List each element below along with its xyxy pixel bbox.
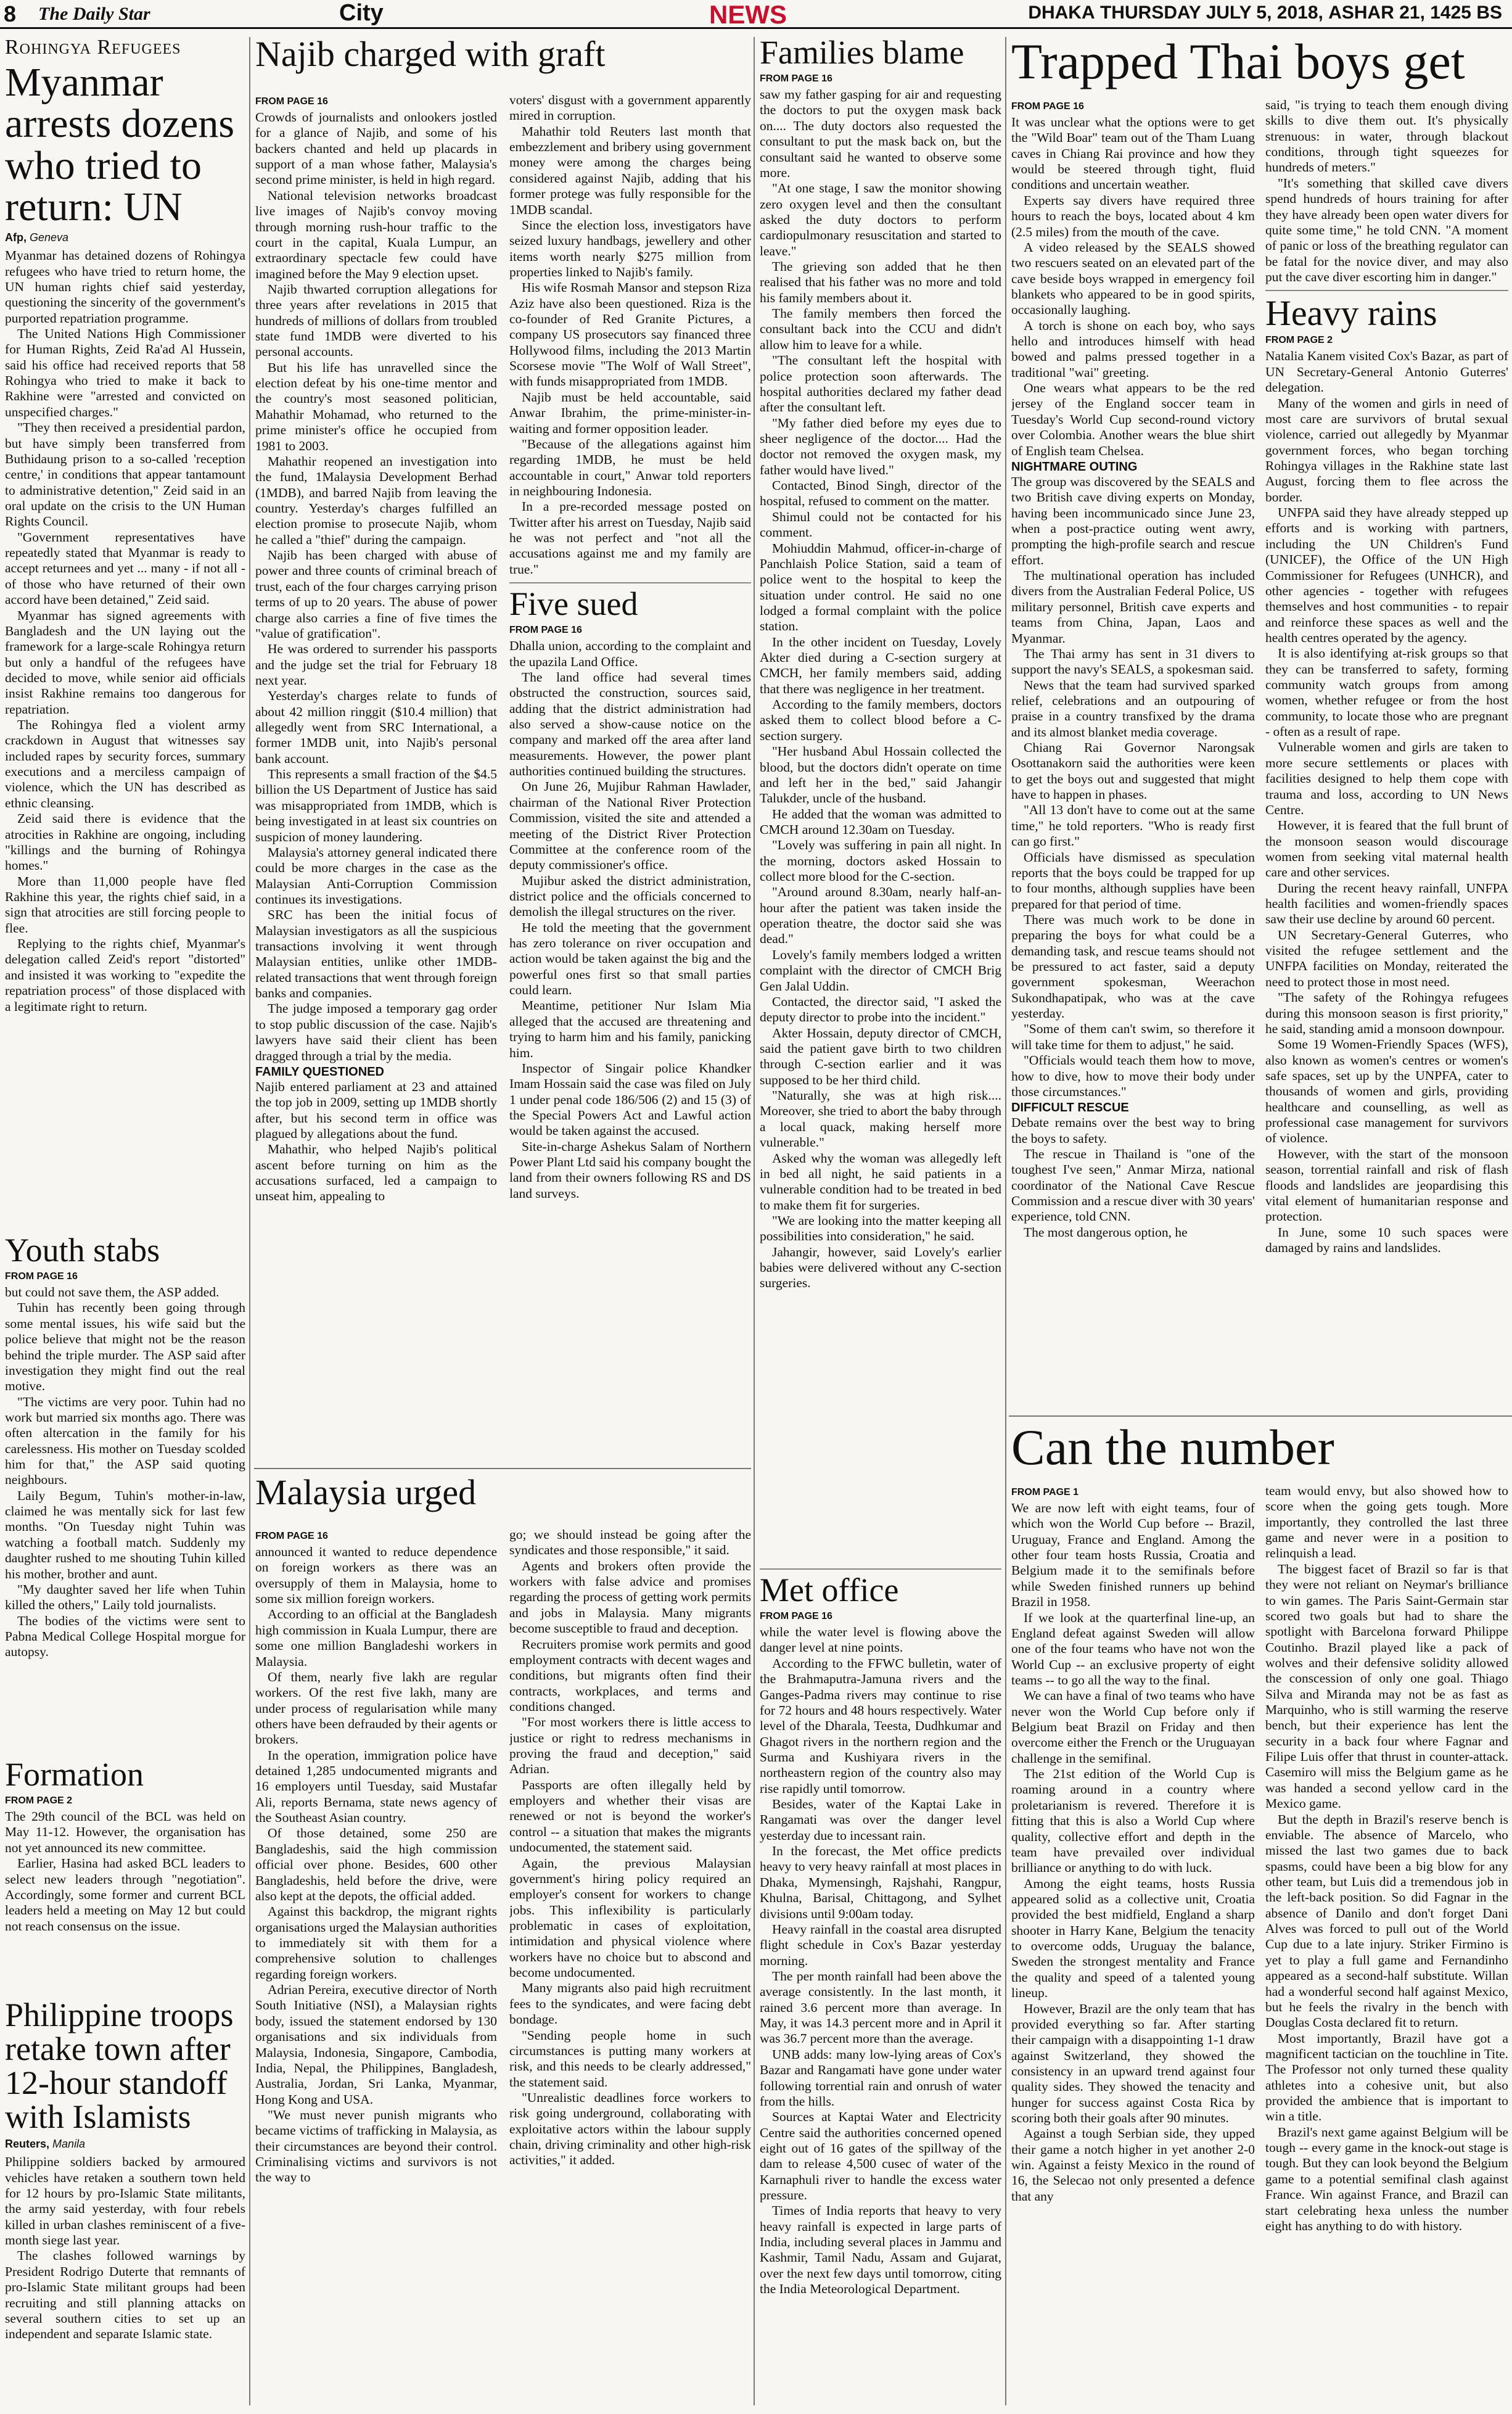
canthe-column-2 bbox=[1265, 1483, 1508, 2405]
metoffice-article bbox=[760, 1563, 1001, 2408]
article-paragraph: "My father died before my eyes due to sheer negligence of the doctor.... Had the doctor not removed the oxygen mask, my father would have lived." bbox=[760, 415, 1001, 477]
article-paragraph: However, with the start of the monsoon season, torrential rainfall and risk of flash floods and landslides are jeopardising this vital element of humanitarian response and protection. bbox=[1265, 1146, 1508, 1224]
article-paragraph: Against a tough Serbian side, they upped their game a notch higher in yet another 2-0 win. Against a feisty Mexico in the round of 16, the Selecao not only presented a defence that any bbox=[1011, 2126, 1255, 2204]
article-paragraph: During the recent heavy rainfall, UNFPA health facilities and women-friendly spaces saw their use decline by around 60 percent. bbox=[1265, 880, 1508, 927]
article-byline: Afp, Geneva bbox=[5, 231, 69, 244]
article-paragraph: In a pre-recorded message posted on Twitter after his arrest on Tuesday, Najib said he was not perfect and "not all the accusations against me and my family are true." bbox=[509, 499, 751, 577]
rohingya-article bbox=[5, 36, 245, 1269]
article-paragraph: It was unclear what the options were to get the "Wild Boar" team out of the Tham Luang caves in Chiang Rai province and how they would be steered through tight, fluid conditions and uncertain weather. bbox=[1011, 115, 1255, 192]
thai-column-1 bbox=[1011, 97, 1255, 1408]
article-paragraph: This represents a small fraction of the $4.5 billion the US Department of Justice has said was misappropriated from 1MDB, which is being investigated in at least six countries on suspicion of money laundering. bbox=[255, 767, 497, 844]
thai-column-2 bbox=[1265, 97, 1508, 1408]
article-paragraph: Akter Hossain, deputy director of CMCH, said the patient gave birth to two children through C-section earlier and it was supposed to be her third child. bbox=[760, 1025, 1001, 1087]
malaysia-column-1 bbox=[255, 1527, 497, 2406]
article-paragraph: Experts say divers have required three hours to reach the boys, located about 4 km (2.5 miles) from the mouth of the cave. bbox=[1011, 192, 1255, 239]
article-paragraph: Agents and brokers often provide the workers with false advice and promises regarding the process of getting work permits and jobs in Malaysia. Many migrants become susceptible to fraud and deception. bbox=[509, 1558, 751, 1636]
article-paragraph: The judge imposed a temporary gag order to stop public discussion of the case. Najib's lawyers have said their client has been dragged through a trial by the media. bbox=[255, 1001, 497, 1063]
continued-from: FROM PAGE 2 bbox=[5, 1795, 73, 1806]
article-paragraph: On June 26, Mujibur Rahman Hawlader, chairman of the National River Protection Commission, visited the site and attended a meeting of the District River Protection Committee at the conference room of the deputy commissioner's office. bbox=[509, 779, 751, 873]
article-paragraph: But his life has unravelled since the election defeat by his one-time mentor and the country's most seasoned politician, Mahathir Mohamad, who returned to the prime minister's office he occupied from 1981 to 2003. bbox=[255, 360, 497, 453]
article-paragraph: "Lovely was suffering in pain all night. In the morning, doctors asked Hossain to collect more blood for the C-section. bbox=[760, 838, 1001, 884]
article-paragraph: The land office had several times obstructed the construction, sources said, adding that the district administration had also served a show-cause notice on the company and marked off the area after land measurements. However, the power plant authorities continued building the structures. bbox=[509, 669, 751, 779]
article-paragraph: We can have a final of two teams who have never won the World Cup before only if Belgium beat Brazil on Friday and then overcome either the French or the Uruguayan challenge in the semifinal. bbox=[1011, 1688, 1255, 1766]
article-paragraph: while the water level is flowing above the danger level at nine points. bbox=[760, 1625, 1001, 1655]
philippine-article bbox=[5, 1998, 245, 2408]
najib-column-1 bbox=[255, 93, 497, 1462]
article-paragraph: One wears what appears to be the red jersey of the England soccer team in Tuesday's World Cup second-round victory over Colombia. Another wears the blue shirt of English team Chelsea. bbox=[1011, 381, 1255, 458]
article-paragraph: It is also identifying at-risk groups so that they can be transferred to safety, forming community watch groups from among women, whether refugee or from the host community, to locate those who are pregnant - often as a result of rape. bbox=[1265, 646, 1508, 739]
continued-from: FROM PAGE 16 bbox=[255, 96, 328, 107]
article-paragraph: According to an official at the Bangladesh high commission in Kuala Lumpur, there are some one million Bangladeshi workers in Malaysia. bbox=[255, 1607, 497, 1669]
article-paragraph: Chiang Rai Governor Narongsak Osottanakorn said the authorities were keen to get the boys out and suggested that might have to happen in phases. bbox=[1011, 740, 1255, 802]
article-paragraph: In the forecast, the Met office predicts heavy to very heavy rainfall at most places in Dhaka, Mymensingh, Rajshahi, Rangpur, Khulna, Barisal, Chittagong, and Sylhet divisions until 9:00am today. bbox=[760, 1843, 1001, 1921]
article-paragraph: In June, some 10 such spaces were damaged by rains and landslides. bbox=[1265, 1224, 1508, 1255]
article-paragraph: Natalia Kanem visited Cox's Bazar, as part of UN Secretary-General Antonio Guterres' delegation. bbox=[1265, 348, 1508, 395]
article-paragraph: If we look at the quarterfinal line-up, an England defeat against Sweden will allow one of the four teams who have not won the World Cup -- an exclusive property of eight teams -- to go all the way to the final. bbox=[1011, 1610, 1255, 1687]
article-paragraph: His wife Rosmah Mansor and stepson Riza Aziz have also been questioned. Riza is the co-founder of Red Granite Pictures, a company US prosecutors say financed three Hollywood films, including the 2013 Martin Scorsese movie "The Wolf of Wall Street", with funds misappropriated from 1MDB. bbox=[509, 280, 751, 389]
article-paragraph: Shimul could not be contacted for his comment. bbox=[760, 509, 1001, 540]
article-paragraph: Dhalla union, according to the complaint and the upazila Land Office. bbox=[509, 638, 751, 669]
article-paragraph: Malaysia's attorney general indicated there could be more charges in the case as the Malaysian Anti-Corruption Commission continues its investigations. bbox=[255, 844, 497, 907]
continued-from: FROM PAGE 16 bbox=[1011, 101, 1084, 112]
article-paragraph: "Her husband Abul Hossain collected the blood, but the doctors didn't operate on time and left her in the bed," said Jahangir Talukder, uncle of the husband. bbox=[760, 744, 1001, 806]
page-number: 8 bbox=[4, 1, 17, 27]
fivesued-headline: Five sued bbox=[509, 585, 638, 623]
article-byline: Reuters, Manila bbox=[5, 2138, 86, 2151]
article-paragraph: Replying to the rights chief, Myanmar's delegation called Zeid's report "distorted" and insisted it was working to "expedite the repatriation process" of those displaced with a legitimate right to return. bbox=[5, 936, 245, 1014]
article-paragraph: Passports are often illegally held by employers and whether their visas are renewed or not is beyond the worker's control -- a situation that makes the migrants undocumented, the statement said. bbox=[509, 1777, 751, 1855]
article-paragraph: A video released by the SEALS showed two rescuers seated on an elevated part of the cave beside boys wrapped in emergency foil blankets who appeared to be in good spirits, occasionally laughing. bbox=[1011, 239, 1255, 318]
article-paragraph: The per month rainfall had been above the average consistently. In the last month, it rained 3.6 percent more than average. In May, it was 14.3 percent more and in April it was 36.7 percent more than the average. bbox=[760, 1968, 1001, 2046]
article-paragraph: "For most workers there is little access to justice or right to redress mechanisms in proving the fraud and deception," said Adrian. bbox=[509, 1715, 751, 1777]
continued-from: FROM PAGE 16 bbox=[760, 73, 832, 84]
article-paragraph: Earlier, Hasina had asked BCL leaders to select new leaders through "negotiation". Accordingly, some former and current BCL leaders held a meeting on May 12 but could not reach consensus on the issue. bbox=[5, 1856, 245, 1934]
article-paragraph: "My daughter saved her life when Tuhin killed the others," Laily told journalists. bbox=[5, 1581, 245, 1613]
article-paragraph: go; we should instead be going after the syndicates and those responsible," it said. bbox=[509, 1527, 751, 1558]
article-paragraph: Of them, nearly five lakh are regular workers. Of the rest five lakh, many are under process of regularisation while many others have been defrauded by their agents or brokers. bbox=[255, 1669, 497, 1747]
article-paragraph: According to the family members, doctors asked them to collect blood before a C-section surgery. bbox=[760, 697, 1001, 743]
article-paragraph: Tuhin has recently been going through some mental issues, his wife said but the police believe that might not be the reason behind the triple murder. The ASP said after investigation they might find out the real motive. bbox=[5, 1300, 245, 1394]
article-paragraph: "All 13 don't have to come out at the same time," he told reporters. "Who is ready first can go first." bbox=[1011, 802, 1255, 849]
article-paragraph: Recruiters promise work permits and good employment contracts with decent wages and conditions, but migrants often find their contracts, workplaces, and terms and conditions changed. bbox=[509, 1636, 751, 1714]
article-paragraph: Adrian Pereira, executive director of North South Initiative (NSI), a Malaysian rights body, issued the statement endorsed by 130 organisations and six individuals from Malaysia, Indonesia, Singapore, Cambodia, India, Nepal, the Philippines, Bangladesh, Australia, Jordan, Sri Lanka, Myanmar, Hong Kong and USA. bbox=[255, 1982, 497, 2107]
article-paragraph: Lovely's family members lodged a written complaint with the director of CMCH Brig Gen Jalal Uddin. bbox=[760, 947, 1001, 994]
article-paragraph: "Government representatives have repeatedly stated that Myanmar is ready to accept returnees and yet ... many - if not all - of those who have returned of their own accord have been detained," Zeid said. bbox=[5, 529, 245, 608]
article-paragraph: "The safety of the Rohingya refugees during this monsoon season is first priority," he said, standing amid a monsoon downpour. bbox=[1265, 990, 1508, 1036]
article-paragraph: Sources at Kaptai Water and Electricity Centre said the authorities concerned opened eight out of 16 gates of the spillway of the dam to release 4,500 cusec of water of the Karnaphuli river to handle the excess water pressure. bbox=[760, 2109, 1001, 2203]
article-paragraph: The multinational operation has included divers from the Australian Federal Police, US military personnel, British cave experts and teams from China, Japan, Laos and Myanmar. bbox=[1011, 568, 1255, 646]
continued-from: FROM PAGE 16 bbox=[760, 1611, 832, 1622]
article-paragraph: UNFPA said they have already stepped up efforts and is working with partners, including the UN Children's Fund (UNICEF), the Office of the UN High Commissioner for Refugees (UNHCR), and other agencies - together with refugees themselves and host communities - to repair and reinforce these spaces as well and the health centres operated by the agency. bbox=[1265, 505, 1508, 645]
article-paragraph: The bodies of the victims were sent to Pabna Medical College Hospital morgue for autopsy. bbox=[5, 1613, 245, 1660]
article-paragraph: SRC has been the initial focus of Malaysian investigators as all the suspicious transactions involving it went through Malaysian entities, unlike other 1MDB-related transactions that went through foreign banks and companies. bbox=[255, 907, 497, 1001]
article-paragraph: Many migrants also paid high recruitment fees to the syndicates, and were facing debt bondage. bbox=[509, 1980, 751, 2027]
article-paragraph: "Naturally, she was at high risk.... Moreover, she tried to abort the baby through a local quack, making herself more vulnerable." bbox=[760, 1088, 1001, 1150]
article-headline: Met office bbox=[760, 1572, 899, 1609]
article-paragraph: "We are looking into the matter keeping all possibilities into consideration," he said. bbox=[760, 1213, 1001, 1244]
article-paragraph: He was ordered to surrender his passports and the judge set the trial for February 18 next year. bbox=[255, 641, 497, 688]
article-paragraph: The biggest facet of Brazil so far is that they were not reliant on Neymar's brilliance to win games. The Paris Saint-Germain star scored two goals but had to share the spotlight with Barcelona forward Philippe Coutinho. Brazil played like a pack of wolves and their defensive solidity allowed the conscession of only one goal. Thiago Silva and Miranda may not be as fast as Marquinho, who is still warming the reserve bench, but their experience has lent the security in a back four where Fagnar and Filipe Luis offer that thrust in counter-attack. Casemiro will miss the Belgium game as he was handed a second yellow card in the Mexico game. bbox=[1265, 1561, 1508, 1811]
continued-from: FROM PAGE 16 bbox=[5, 1271, 78, 1282]
article-paragraph: Philippine soldiers backed by armoured vehicles have retaken a southern town held for 12 hours by pro-Islamic State militants, the army said yesterday, with four rebels killed in urban clashes reminiscent of a five-month siege last year. bbox=[5, 2154, 245, 2248]
article-paragraph: team would envy, but also showed how to score when the going gets tough. More importantly, they controlled the last three game and never were in a position to relinquish a lead. bbox=[1265, 1483, 1508, 1561]
article-paragraph: announced it wanted to reduce dependence on foreign workers as there was an oversupply of them in Malaysia, home to some six million foreign workers. bbox=[255, 1544, 497, 1607]
article-paragraph: "Officials would teach them how to move, how to dive, how to move their body under those circumstances." bbox=[1011, 1053, 1255, 1099]
article-headline: Formation bbox=[5, 1758, 144, 1793]
malaysia-column-2 bbox=[509, 1527, 751, 2406]
article-paragraph: said, "is trying to teach them enough diving skills to dive them out. It's physically strenuous: in water, through blackout conditions, through tight squeezes for hundreds of meters." bbox=[1265, 97, 1508, 175]
article-paragraph: Debate remains over the best way to bring the boys to safety. bbox=[1011, 1115, 1255, 1146]
article-paragraph: Mahathir, who helped Najib's political ascent before turning on him as the accusations surfaced, led a campaign to unseat him, appealing to bbox=[255, 1142, 497, 1204]
article-paragraph: UN Secretary-General Guterres, who visited the refugee settlement and the UNFPA facilities on Monday, reiterated the need to protect those in most need. bbox=[1265, 927, 1508, 989]
article-paragraph: Heavy rainfall in the coastal area disrupted flight schedule in Cox's Bazar yesterday morning. bbox=[760, 1921, 1001, 1968]
continued-from: FROM PAGE 16 bbox=[509, 625, 582, 636]
article-paragraph: The grieving son added that he then realised that his father was no more and told his family members about it. bbox=[760, 259, 1001, 305]
article-paragraph: "At one stage, I saw the monitor showing zero oxygen level and then the consultant asked the duty doctors to perform cardiopulmonary resuscitation and started to leave." bbox=[760, 181, 1001, 258]
thai-article bbox=[1011, 36, 1508, 1411]
continued-from: FROM PAGE 2 bbox=[1265, 335, 1333, 346]
article-paragraph: Officials have dismissed as speculation reports that the boys could be trapped for up to four months, although supplies have been prepared for that period of time. bbox=[1011, 849, 1255, 912]
article-paragraph: "Sending people home in such circumstances is putting many workers at risk, and this needs to be clearly addressed," the statement said. bbox=[509, 2027, 751, 2090]
article-paragraph: The most dangerous option, he bbox=[1024, 1224, 1188, 1240]
article-paragraph: Najib has been charged with abuse of power and three counts of criminal breach of trust, each of the four charges carrying prison terms of up to 20 years. The abuse of power charge also carries a fine of five times the "value of gratification". bbox=[255, 548, 497, 641]
section-name: City bbox=[339, 0, 384, 26]
article-paragraph: Vulnerable women and girls are taken to more secure settlements or places with facilities designed to help them cope with trauma and loss, according to UN News Centre. bbox=[1265, 739, 1508, 817]
continued-from: FROM PAGE 16 bbox=[255, 1531, 328, 1541]
article-paragraph: Some 19 Women-Friendly Spaces (WFS), also known as women's centres or women's safe spaces, set up by the UNPFA, cater to thousands of women and girls, providing healthcare and counselling, as well as professional case management for survivors of violence. bbox=[1265, 1037, 1508, 1146]
subheading: DIFFICULT RESCUE bbox=[1011, 1101, 1129, 1115]
article-headline: Can the number bbox=[1011, 1422, 1334, 1475]
article-paragraph: Zeid said there is evidence that the atrocities in Rakhine are ongoing, including "killings and the burning of Rohingya homes." bbox=[5, 811, 245, 873]
article-paragraph: "Some of them can't swim, so therefore it will take time for them to adjust," he said. bbox=[1011, 1021, 1255, 1052]
article-paragraph: However, Brazil are the only team that has provided everything so far. After starting their campaign with a disappointing 1-1 draw against Switzerland, they showed the consistency in an upward trend against four quality sides. They showed the tenacity and hunger for success against Costa Rica by scoring both their goals after 90 minutes. bbox=[1011, 2001, 1255, 2126]
article-paragraph: Asked why the woman was allegedly left in bed all night, he said patients in a vulnerable condition had to be treated in bed to make them fit for surgeries. bbox=[760, 1150, 1001, 1213]
article-paragraph: Contacted, Binod Singh, director of the hospital, refused to comment on the matter. bbox=[760, 478, 1001, 509]
article-paragraph: Najib thwarted corruption allegations for three years after revelations in 2015 that hundreds of millions of dollars from troubled state fund 1MDB were diverted to his personal accounts. bbox=[255, 281, 497, 360]
subheading: FAMILY QUESTIONED bbox=[255, 1065, 384, 1079]
article-paragraph: Brazil's next game against Belgium will be tough -- every game in the knock-out stage is tough. But they can look beyond the Belgium game to a potential semifinal clash against France. Win against France, and Brazil can start celebrating hexa unless the number eight has anything to do with history. bbox=[1265, 2124, 1508, 2233]
article-paragraph: The 29th council of the BCL was held on May 11-12. However, the organisation has not yet announced its new committee. bbox=[5, 1809, 245, 1855]
article-paragraph: Most importantly, Brazil have got a magnificent tactician on the touchline in Tite. The Professor not only turned these quality athletes into a cohesive unit, but also provided the ambience that is important to win a title. bbox=[1265, 2030, 1508, 2124]
article-paragraph: UNB adds: many low-lying areas of Cox's Bazar and Rangamati have gone under water following torrential rain and onrush of water from the hills. bbox=[760, 2046, 1001, 2109]
article-headline: Trapped Thai boys get bbox=[1011, 36, 1465, 89]
article-paragraph: The Thai army has sent in 31 divers to support the navy's SEALS, a spokesman said. bbox=[1011, 646, 1255, 677]
article-paragraph: We are now left with eight teams, four of which won the World Cup before -- Brazil, Uruguay, France and England. Among the other four team hosts Russia, Croatia and Belgium made it to the semifinals before while Sweden finished runners up behind Brazil in 1958. bbox=[1011, 1501, 1255, 1610]
article-paragraph: Against this backdrop, the migrant rights organisations urged the Malaysian authorities to immediately sit with them for a comprehensive solution to challenges regarding foreign workers. bbox=[255, 1904, 497, 1982]
article-paragraph: Myanmar has signed agreements with Bangladesh and the UN laying out the framework for a large-scale Rohingya return but only a handful of the refugees have decided to move, while senior aid officials insist Rakhine remains too dangerous for repatriation. bbox=[5, 608, 245, 717]
article-paragraph: The United Nations High Commissioner for Human Rights, Zeid Ra'ad Al Hussein, said his office had received reports that 58 Rohingya who tried to make it back to Rakhine were "arrested and convicted on unspecified charges." bbox=[5, 326, 245, 419]
article-paragraph: The Rohingya fled a violent army crackdown in August that witnesses say included rapes by security forces, summary executions and a merciless campaign of violence, which the UN has described as ethnic cleansing. bbox=[5, 717, 245, 810]
families-article bbox=[760, 36, 1001, 1559]
article-paragraph: Times of India reports that heavy to very heavy rainfall is expected in large parts of India, including several places in Jammu and Kashmir, Tamil Nadu, Assam and Gujarat, over the next few days until tomorrow, citing the India Meteorological Department. bbox=[760, 2203, 1001, 2297]
article-paragraph: "Unrealistic deadlines force workers to risk going underground, collaborating with exploitative actors within the labour supply chain, driving criminality and other high-risk activities," it added. bbox=[509, 2090, 751, 2168]
article-paragraph: voters' disgust with a government apparently mired in corruption. bbox=[509, 93, 751, 123]
subheading: NIGHTMARE OUTING bbox=[1011, 459, 1138, 474]
article-paragraph: National television networks broadcast live images of Najib's convoy moving through morning rush-hour traffic to the court in the capital, Kuala Lumpur, an extraordinary spectacle few could have imagined before the May 9 election upset. bbox=[255, 187, 497, 281]
article-paragraph: More than 11,000 people have fled Rakhine this year, the rights chief said, in a sign that atrocities are still forcing people to flee. bbox=[5, 873, 245, 936]
article-paragraph: Mahathir told Reuters last month that embezzlement and bribery using government money were among the charges being considered against Najib, adding that his former protege was fully responsible for the 1MDB scandal. bbox=[509, 123, 751, 217]
page-header bbox=[0, 0, 1512, 29]
article-paragraph: Since the election loss, investigators have seized luxury handbags, jewellery and other items worth nearly $275 million from properties linked to Najib's family. bbox=[509, 217, 751, 279]
article-paragraph: Besides, water of the Kaptai Lake in Rangamati was over the danger level yesterday due to incessant rain. bbox=[760, 1797, 1001, 1843]
article-paragraph: Mohiuddin Mahmud, officer-in-charge of Panchlaish Police Station, said a team of police went to the hospital to keep the situation under control. He said no one lodged a formal complaint with the police station. bbox=[760, 540, 1001, 634]
article-paragraph: Najib must be held accountable, said Anwar Ibrahim, the prime-minister-in-waiting and former opposition leader. bbox=[509, 389, 751, 436]
article-paragraph: Meantime, petitioner Nur Islam Mia alleged that the accused are threatening and trying to harm him and his family, panicking him. bbox=[509, 998, 751, 1060]
dateline: DHAKA THURSDAY JULY 5, 2018, ASHAR 21, 1425 BS bbox=[1028, 2, 1502, 23]
article-paragraph: Najib entered parliament at 23 and attained the top job in 2009, setting up 1MDB shortly after, but his second term in office was plagued by allegations about the fund. bbox=[255, 1079, 497, 1141]
article-paragraph: Jahangir, however, said Lovely's earlier babies were delivered without any C-section surgeries. bbox=[760, 1244, 1001, 1291]
article-paragraph: The 21st edition of the World Cup is roaming around in a country where proletarianism is revered. Therefore it is fitting that this is also a World Cup where quality, collective effort and depth in the team have prevailed over individual brilliance or anything to do with luck. bbox=[1011, 1766, 1255, 1876]
masthead-logo: The Daily Star bbox=[38, 4, 150, 24]
article-paragraph: There was much work to be done in preparing the boys for what could be a demanding task, and rescue teams should not be pressured to act faster, said a deputy government spokesman, Weerachon Sukondhapatipak, who was at the cave yesterday. bbox=[1011, 912, 1255, 1021]
article-paragraph: "Because of the allegations against him regarding 1MDB, he must be held accountable in court," Anwar told reporters in neighbouring Indonesia. bbox=[509, 436, 751, 498]
article-paragraph: Again, the previous Malaysian government's hiring policy required an employer's consent for workers to change jobs. This inflexibility is particularly problematic in cases of exploitation, intimidation and physical violence where workers have no choice but to abscond and become undocumented. bbox=[509, 1855, 751, 1980]
article-paragraph: "The victims are very poor. Tuhin had no work but married six months ago. There was often altercation in the family for his carelessness. His mother on Tuesday scolded him for that," the ASP said quoting neighbours. bbox=[5, 1394, 245, 1488]
article-headline: Philippine troops retake town after 12-hour standoff with Islamists bbox=[5, 1998, 234, 2136]
article-paragraph: According to the FFWC bulletin, water of the Brahmaputra-Jamuna rivers and the Ganges-Padma rivers may continue to rise for 72 hours and 48 hours respectively. Water level of the Dharala, Teesta, Dudhkumar and Ghagot rivers in the northern region and the Surma and Kushiyara rivers in the northeastern region of the country also may rise rapidly until tomorrow. bbox=[760, 1655, 1001, 1796]
article-paragraph: Myanmar has detained dozens of Rohingya refugees who have tried to return home, the UN human rights chief said yesterday, questioning the sincerity of the government's purported repatriation programme. bbox=[5, 248, 245, 326]
article-paragraph: Contacted, the director said, "I asked the deputy director to probe into the incident." bbox=[760, 994, 1001, 1025]
article-paragraph: But the depth in Brazil's reserve bench is enviable. The absence of Marcelo, who missed the last two games due to back spasms, could have been a big blow for any other team, but Luis did a tremendous job in the left-back position. So did Fagnar in the absence of Danilo and don't forget Dani Alves was forced to pull out of the World Cup due to a late injury. Striker Firmino is yet to play a full game and Fernandinho appeared as a second-half substitute. Willan had a wonderful second half against Mexico, but he feels the rivalry in the bench with Douglas Costa declared fit to return. bbox=[1265, 1811, 1508, 2030]
article-paragraph: Inspector of Singair police Khandker Imam Hossain said the case was filed on July 1 under penal code 186/506 (2) and 15 (3) of the Special Powers Act and Lawful action would be taken against the accused. bbox=[509, 1060, 751, 1139]
article-paragraph: News that the team had survived sparked relief, celebrations and an outpouring of praise in a country transfixed by the drama and its almost blanket media coverage. bbox=[1011, 677, 1255, 739]
najib-article bbox=[255, 36, 752, 1464]
article-paragraph: Mujibur asked the district administration, district police and the officials concerned to demolish the illegal structures on the river. bbox=[509, 873, 751, 920]
article-paragraph: He added that the woman was admitted to CMCH around 12.30am on Tuesday. bbox=[760, 806, 1001, 837]
article-paragraph: "It's something that skilled cave divers spend hundreds of hours training for after they have already been open water divers for quite some time," he told CNN. "A moment of panic or loss of the breathing regulator can be fatal for the novice diver, and may also put the cave diver escorting him in danger." bbox=[1265, 175, 1508, 284]
article-paragraph: The clashes followed warnings by President Rodrigo Duterte that remnants of pro-Islamic State militant groups had been recruiting and still planning attacks on several southern cities to set up an independent and separate Islamic state. bbox=[5, 2248, 245, 2342]
article-paragraph: He told the meeting that the government has zero tolerance on river occupation and action would be taken against the big and the powerful ones first so that small parties could learn. bbox=[509, 920, 751, 998]
article-headline: Malaysia urged bbox=[255, 1474, 477, 1512]
article-paragraph: Site-in-charge Ashekus Salam of Northern Power Plant Ltd said his company bought the land from their owners following RS and DS land surveys. bbox=[509, 1139, 751, 1201]
canthe-column-1 bbox=[1011, 1483, 1255, 2405]
article-paragraph: saw my father gasping for air and requesting the doctors to put the oxygen mask back on.... The duty doctors also requested the consultant to put the mask back on, but the consultant said he wanted to observe some more. bbox=[760, 87, 1001, 180]
continued-from: FROM PAGE 1 bbox=[1011, 1487, 1079, 1497]
article-paragraph: In the operation, immigration police have detained 1,285 undocumented migrants and 16 employers until Tuesday, said Mustafar Ali, reports Bernama, state news agency of the Southeast Asian country. bbox=[255, 1747, 497, 1826]
article-headline: Najib charged with graft bbox=[255, 36, 606, 74]
article-paragraph: The rescue in Thailand is "one of the toughest I've seen," Anmar Mirza, national coordinator of the National Cave Rescue Commission and a rescue diver with 30 years' experience, told CNN. bbox=[1011, 1147, 1255, 1224]
article-paragraph: "They then received a presidential pardon, but have simply been transferred from Buthidaung prison to a so-called 'reception centre,' in conditions that appear tantamount to administrative detention," Zeid said in an oral update on the crisis to the UN Human Rights Council. bbox=[5, 420, 245, 529]
article-paragraph: Among the eight teams, hosts Russia appeared solid as a collective unit, Croatia provided the best midfield, England a sharp shooter in Harry Kane, Belgium the tenacity to overcome odds, Uruguay the balance, Sweden the strongest mentality and France the quality and speed of a talented young lineup. bbox=[1011, 1876, 1255, 2001]
youth-article bbox=[5, 1234, 245, 1758]
article-paragraph: Crowds of journalists and onlookers jostled for a glance of Najib, and some of his backers chanted and held up placards in support of a man whose father, Malaysia's second prime minister, is held in high regard. bbox=[255, 110, 497, 187]
article-paragraph: Mahathir reopened an investigation into the fund, 1Malaysia Development Berhad (1MDB), and barred Najib from leaving the country. Yesterday's charges fulfilled an election promise to prosecute Najib, whom he called a "thief" during the campaign. bbox=[255, 453, 497, 547]
article-kicker: Rohingya Refugees bbox=[5, 36, 181, 59]
article-paragraph: but could not save them, the ASP added. bbox=[5, 1285, 220, 1300]
article-paragraph: "Around around 8.30am, nearly half-an-hour after the patient was taken inside the operation theatre, the doctor said she was dead." bbox=[760, 884, 1001, 947]
heavyrains-headline: Heavy rains bbox=[1265, 293, 1437, 334]
article-paragraph: However, it is feared that the full brunt of the monsoon season would discourage women from seeking vital maternal health care and other services. bbox=[1265, 818, 1508, 880]
article-paragraph: Yesterday's charges relate to funds of about 42 million ringgit ($10.4 million) that allegedly went from SRC International, a former 1MDB unit, into Najib's personal bank account. bbox=[255, 688, 497, 766]
article-paragraph: In the other incident on Tuesday, Lovely Akter died during a C-section surgery at CMCH, her family members said, adding that there was negligence in her treatment. bbox=[760, 634, 1001, 696]
article-paragraph: The group was discovered by the SEALS and two British cave diving experts on Monday, having been incommunicado since June 23, when a post-practice outing went awry, prompting the high-profile search and rescue effort. bbox=[1011, 474, 1255, 567]
article-paragraph: A torch is shone on each boy, who says hello and introduces himself with head bowed and palms pressed together in a traditional "wai" greeting. bbox=[1011, 318, 1255, 380]
article-paragraph: Of those detained, some 250 are Bangladeshis, said the high commission official over phone. Besides, 600 other Bangladeshis, held before the drive, were also kept at the depots, the official added. bbox=[255, 1826, 497, 1903]
formation-article bbox=[5, 1758, 245, 1998]
category-label: NEWS bbox=[709, 0, 787, 29]
article-paragraph: Laily Begum, Tuhin's mother-in-law, claimed he was mentally sick for last few months. "On Tuesday night Tuhin was watching a football match. Suddenly my daughter rushed to me shouting Tuhin killed his mother, brother and aunt. bbox=[5, 1488, 245, 1581]
article-paragraph: The family members then forced the consultant back into the CCU and didn't allow him to leave for a while. bbox=[760, 306, 1001, 352]
article-headline: Families blame bbox=[760, 36, 964, 71]
najib-column-2 bbox=[509, 93, 751, 1462]
article-headline: Myanmar arrests dozens who tried to return: UN bbox=[5, 60, 235, 229]
canthe-article bbox=[1011, 1422, 1508, 2408]
malaysia-article bbox=[255, 1474, 752, 2408]
article-paragraph: "The consultant left the hospital with police protection soon afterwards. The hospital authorities declared my father dead after the consultant left. bbox=[760, 353, 1001, 415]
article-paragraph: Many of the women and girls in need of most care are survivors of brutal sexual violence, carried out allegedly by Myanmar government forces, who began torching Rohingya villages in the Rakhine state last August, forcing them to flee across the border. bbox=[1265, 395, 1508, 505]
article-paragraph: "We must never punish migrants who became victims of trafficking in Malaysia, as their circumstances are beyond their control. Criminalising victims and survivors is not the way to bbox=[255, 2107, 497, 2185]
article-headline: Youth stabs bbox=[5, 1234, 160, 1269]
